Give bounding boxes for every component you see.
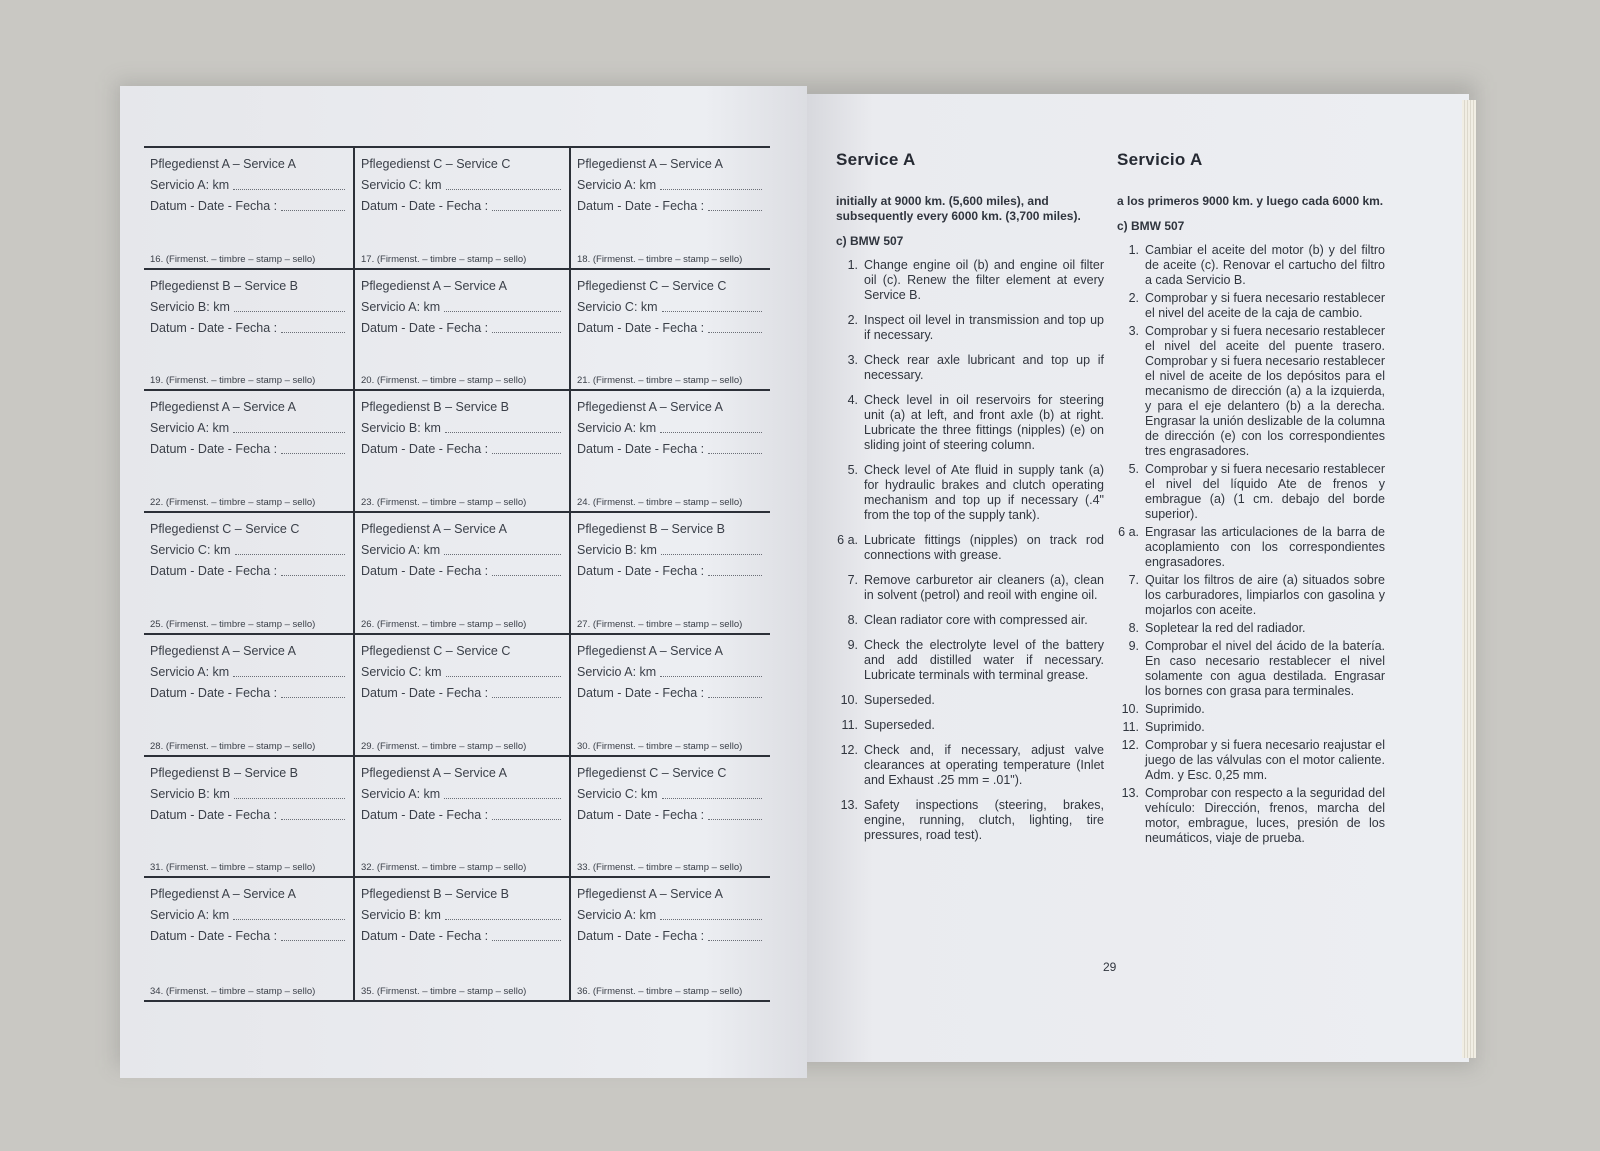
service-log-cell — [355, 391, 571, 513]
service-log-cell — [571, 270, 770, 392]
left-page-service-log — [120, 86, 807, 1078]
english-items — [836, 258, 1104, 843]
list-item — [836, 463, 1104, 523]
cell-date-line: Datum - Date - Fecha : — [361, 926, 563, 947]
list-item — [1117, 462, 1385, 522]
item-number: 1. — [1128, 243, 1139, 257]
item-number: 3. — [847, 353, 858, 367]
cell-stamp-label: 22. (Firmenst. – timbre – stamp – sello) — [150, 497, 316, 509]
item-number: 5. — [847, 463, 858, 477]
cell-title: Pflegedienst A – Service A — [577, 887, 723, 902]
cell-km-line: Servicio A: km — [150, 662, 347, 683]
cell-date-line: Datum - Date - Fecha : — [361, 561, 563, 582]
cell-stamp-label: 19. (Firmenst. – timbre – stamp – sello) — [150, 375, 316, 387]
item-number: 10. — [840, 693, 858, 707]
cell-title: Pflegedienst A – Service A — [361, 522, 507, 537]
service-log-cell — [355, 148, 571, 270]
cell-date-line: Datum - Date - Fecha : — [577, 805, 764, 826]
cell-stamp-label: 36. (Firmenst. – timbre – stamp – sello) — [577, 986, 743, 997]
item-text: Comprobar el nivel del ácido de la batería. En caso necesario restablecer el nivel solamente con agua destilada. Engrasar los bornes con grasa para terminales. — [1145, 639, 1385, 698]
page-edges — [1462, 100, 1476, 1058]
item-text: Comprobar y si fuera necesario restablecer el nivel del aceite del puente trasero. Comprobar y si fuera necesario restablecer el nivel de aceite de los depósitos para el mecanismo de dirección (a) a la izquierda, y para el eje delantero (b) a la derecha. Engrasar la unión deslizable de la columna de dirección (e) con los correspondientes tres engrasadores. — [1145, 324, 1385, 458]
spanish-model: c) BMW 507 — [1117, 219, 1185, 233]
item-text: Sopletear la red del radiador. — [1145, 621, 1306, 635]
cell-km-line: Servicio C: km — [361, 662, 563, 683]
item-text: Clean radiator core with compressed air. — [864, 613, 1088, 627]
item-text: Remove carburetor air cleaners (a), clean in solvent (petrol) and reoil with engine oil. — [864, 573, 1104, 602]
cell-km-line: Servicio C: km — [577, 784, 764, 805]
cell-km-line: Servicio A: km — [150, 175, 347, 196]
cell-km-line: Servicio C: km — [577, 297, 764, 318]
item-number: 11. — [841, 718, 858, 732]
cell-date-line: Datum - Date - Fecha : — [361, 196, 563, 217]
list-item — [1117, 720, 1385, 735]
cell-stamp-label: 23. (Firmenst. – timbre – stamp – sello) — [361, 497, 527, 509]
service-log-cell — [355, 513, 571, 635]
item-text: Comprobar y si fuera necesario reajustar el juego de las válvulas con el motor caliente. Adm. y Esc. 0,25 mm. — [1145, 738, 1385, 782]
cell-date-line: Datum - Date - Fecha : — [150, 926, 347, 947]
item-text: Check level in oil reservoirs for steering unit (a) at left, and front axle (b) at right. Lubricate the three fittings (nipples) (e) on sliding joint of steering column. — [864, 393, 1104, 452]
service-log-grid — [144, 146, 770, 1002]
service-log-cell — [571, 878, 770, 1000]
cell-stamp-label: 26. (Firmenst. – timbre – stamp – sello) — [361, 618, 527, 630]
spanish-items — [1117, 243, 1385, 846]
service-log-cell — [355, 270, 571, 392]
item-number: 13. — [1121, 786, 1139, 800]
service-log-cell — [144, 270, 355, 392]
item-number: 7. — [847, 573, 858, 587]
cell-date-line: Datum - Date - Fecha : — [577, 683, 764, 704]
cell-date-line: Datum - Date - Fecha : — [150, 683, 347, 704]
item-text: Suprimido. — [1145, 702, 1205, 716]
service-log-cell — [571, 148, 770, 270]
item-number: 4. — [847, 393, 858, 407]
item-number: 9. — [847, 638, 858, 652]
cell-date-line: Datum - Date - Fecha : — [150, 561, 347, 582]
item-number: 3. — [1128, 324, 1139, 338]
item-number: 2. — [847, 313, 858, 327]
list-item — [836, 533, 1104, 563]
list-item — [836, 353, 1104, 383]
cell-date-line: Datum - Date - Fecha : — [150, 805, 347, 826]
cell-km-line: Servicio A: km — [150, 418, 347, 439]
cell-km-line: Servicio A: km — [577, 662, 764, 683]
list-item — [836, 693, 1104, 708]
cell-title: Pflegedienst B – Service B — [361, 400, 509, 415]
cell-km-line: Servicio C: km — [361, 175, 563, 196]
service-log-cell — [571, 391, 770, 513]
cell-date-line: Datum - Date - Fecha : — [150, 196, 347, 217]
item-text: Comprobar con respecto a la seguridad del vehículo: Dirección, frenos, marcha del motor, embrague, luces, presión de los neumáticos, viaje de prueba. — [1145, 786, 1385, 845]
list-item — [836, 613, 1104, 628]
english-intro: initially at 9000 km. (5,600 miles), and subsequently every 6000 km. (3,700 miles). — [836, 194, 1081, 223]
right-page-service-a — [807, 94, 1469, 1062]
cell-date-line: Datum - Date - Fecha : — [577, 318, 764, 339]
service-log-cell — [355, 878, 571, 1000]
item-text: Check level of Ate fluid in supply tank (a) for hydraulic brakes and clutch operating mechanism and top up if necessary (.4" from the top of the supply tank). — [864, 463, 1104, 522]
cell-km-line: Servicio C: km — [150, 540, 347, 561]
cell-title: Pflegedienst A – Service A — [150, 157, 296, 171]
item-number: 1. — [847, 258, 858, 272]
cell-stamp-label: 18. (Firmenst. – timbre – stamp – sello) — [577, 253, 743, 265]
cell-title: Pflegedienst A – Service A — [361, 278, 507, 293]
cell-stamp-label: 34. (Firmenst. – timbre – stamp – sello) — [150, 986, 316, 997]
cell-title: Pflegedienst A – Service A — [577, 157, 723, 171]
cell-km-line: Servicio B: km — [361, 905, 563, 926]
item-number: 6 a. — [837, 533, 858, 547]
item-text: Check the electrolyte level of the battery and add distilled water if necessary. Lubricate terminals with terminal grease. — [864, 638, 1104, 682]
cell-title: Pflegedienst A – Service A — [150, 643, 296, 658]
item-number: 13. — [840, 798, 858, 812]
list-item — [1117, 786, 1385, 846]
list-item — [1117, 243, 1385, 288]
cell-date-line: Datum - Date - Fecha : — [150, 318, 347, 339]
item-text: Comprobar y si fuera necesario restablecer el nivel del aceite de la caja de cambio. — [1145, 291, 1385, 320]
item-text: Quitar los filtros de aire (a) situados sobre los carburadores, limpiarlos con gasolina y mojarlos con aceite. — [1145, 573, 1385, 617]
cell-title: Pflegedienst A – Service A — [150, 887, 296, 902]
english-model: c) BMW 507 — [836, 234, 904, 248]
item-number: 12. — [840, 743, 858, 757]
cell-stamp-label: 17. (Firmenst. – timbre – stamp – sello) — [361, 253, 527, 265]
cell-date-line: Datum - Date - Fecha : — [577, 561, 764, 582]
cell-stamp-label: 33. (Firmenst. – timbre – stamp – sello) — [577, 862, 743, 874]
item-text: Engrasar las articulaciones de la barra de acoplamiento con los correspondientes engrasadores. — [1145, 525, 1385, 569]
cell-km-line: Servicio A: km — [361, 297, 563, 318]
item-text: Check rear axle lubricant and top up if necessary. — [864, 353, 1104, 382]
cell-title: Pflegedienst B – Service B — [150, 765, 298, 780]
service-log-cell — [571, 513, 770, 635]
cell-date-line: Datum - Date - Fecha : — [577, 196, 764, 217]
english-column — [836, 150, 1104, 853]
list-item — [1117, 702, 1385, 717]
item-number: 2. — [1128, 291, 1139, 305]
item-number: 8. — [1128, 621, 1139, 635]
item-text: Comprobar y si fuera necesario restablecer el nivel del líquido Ate de frenos y embrague (a) (1 cm. debajo del borde superior). — [1145, 462, 1385, 521]
cell-stamp-label: 25. (Firmenst. – timbre – stamp – sello) — [150, 618, 316, 630]
service-log-cell — [355, 757, 571, 879]
service-log-cell — [144, 148, 355, 270]
list-item — [836, 638, 1104, 683]
item-text: Superseded. — [864, 718, 935, 732]
list-item — [836, 798, 1104, 843]
item-number: 12. — [1121, 738, 1139, 752]
item-number: 9. — [1128, 639, 1139, 653]
list-item — [1117, 738, 1385, 783]
cell-title: Pflegedienst C – Service C — [577, 765, 727, 780]
cell-km-line: Servicio A: km — [361, 784, 563, 805]
item-text: Check and, if necessary, adjust valve clearances at operating temperature (Inlet and Exhaust .25 mm = .01"). — [864, 743, 1104, 787]
service-log-cell — [355, 635, 571, 757]
cell-km-line: Servicio A: km — [150, 905, 347, 926]
service-log-cell — [144, 757, 355, 879]
item-number: 7. — [1128, 573, 1139, 587]
cell-km-line: Servicio A: km — [361, 540, 563, 561]
service-log-cell — [144, 391, 355, 513]
cell-km-line: Servicio B: km — [577, 540, 764, 561]
service-log-cell — [144, 513, 355, 635]
cell-km-line: Servicio A: km — [577, 418, 764, 439]
cell-stamp-label: 31. (Firmenst. – timbre – stamp – sello) — [150, 862, 316, 874]
spanish-title: Servicio A — [1117, 150, 1203, 169]
list-item — [836, 258, 1104, 303]
cell-stamp-label: 28. (Firmenst. – timbre – stamp – sello) — [150, 740, 316, 752]
cell-date-line: Datum - Date - Fecha : — [361, 683, 563, 704]
cell-title: Pflegedienst A – Service A — [150, 400, 296, 415]
list-item — [836, 393, 1104, 453]
page-number: 29 — [1103, 960, 1117, 974]
item-number: 8. — [847, 613, 858, 627]
cell-km-line: Servicio A: km — [577, 175, 764, 196]
list-item — [1117, 525, 1385, 570]
cell-stamp-label: 16. (Firmenst. – timbre – stamp – sello) — [150, 253, 316, 265]
cell-title: Pflegedienst A – Service A — [577, 643, 723, 658]
cell-stamp-label: 21. (Firmenst. – timbre – stamp – sello) — [577, 375, 743, 387]
item-text: Inspect oil level in transmission and top up if necessary. — [864, 313, 1104, 342]
cell-date-line: Datum - Date - Fecha : — [577, 926, 764, 947]
cell-title: Pflegedienst B – Service B — [361, 887, 509, 902]
service-log-cell — [571, 757, 770, 879]
list-item — [836, 313, 1104, 343]
spanish-intro: a los primeros 9000 km. y luego cada 6000 km. — [1117, 194, 1384, 208]
item-text: Change engine oil (b) and engine oil filter oil (c). Renew the filter element at every Service B. — [864, 258, 1104, 302]
item-text: Lubricate fittings (nipples) on track rod connections with grease. — [864, 533, 1104, 562]
service-log-cell — [144, 635, 355, 757]
list-item — [836, 743, 1104, 788]
cell-date-line: Datum - Date - Fecha : — [577, 439, 764, 460]
cell-km-line: Servicio A: km — [577, 905, 764, 926]
list-item — [836, 718, 1104, 733]
cell-title: Pflegedienst A – Service A — [361, 765, 507, 780]
cell-stamp-label: 32. (Firmenst. – timbre – stamp – sello) — [361, 862, 527, 874]
item-number: 5. — [1128, 462, 1139, 476]
item-number: 11. — [1122, 720, 1139, 734]
cell-title: Pflegedienst B – Service B — [577, 522, 725, 537]
list-item — [1117, 639, 1385, 699]
cell-stamp-label: 24. (Firmenst. – timbre – stamp – sello) — [577, 497, 743, 509]
cell-date-line: Datum - Date - Fecha : — [361, 805, 563, 826]
list-item — [1117, 291, 1385, 321]
cell-stamp-label: 29. (Firmenst. – timbre – stamp – sello) — [361, 740, 527, 752]
item-text: Safety inspections (steering, brakes, engine, running, clutch, lighting, tire pressures, road test). — [864, 798, 1104, 842]
cell-date-line: Datum - Date - Fecha : — [150, 439, 347, 460]
spanish-column — [1117, 150, 1385, 849]
cell-stamp-label: 27. (Firmenst. – timbre – stamp – sello) — [577, 618, 743, 630]
cell-km-line: Servicio B: km — [150, 784, 347, 805]
service-log-cell — [144, 878, 355, 1000]
item-number: 6 a. — [1118, 525, 1139, 539]
service-log-cell — [571, 635, 770, 757]
list-item — [836, 573, 1104, 603]
cell-title: Pflegedienst A – Service A — [577, 400, 723, 415]
cell-stamp-label: 35. (Firmenst. – timbre – stamp – sello) — [361, 986, 527, 997]
cell-km-line: Servicio B: km — [361, 418, 563, 439]
cell-title: Pflegedienst C – Service C — [577, 278, 727, 293]
item-text: Superseded. — [864, 693, 935, 707]
cell-stamp-label: 20. (Firmenst. – timbre – stamp – sello) — [361, 375, 527, 387]
item-number: 10. — [1121, 702, 1139, 716]
cell-date-line: Datum - Date - Fecha : — [361, 318, 563, 339]
cell-date-line: Datum - Date - Fecha : — [361, 439, 563, 460]
list-item — [1117, 573, 1385, 618]
cell-title: Pflegedienst C – Service C — [361, 157, 511, 171]
cell-title: Pflegedienst B – Service B — [150, 278, 298, 293]
cell-km-line: Servicio B: km — [150, 297, 347, 318]
item-text: Suprimido. — [1145, 720, 1205, 734]
cell-stamp-label: 30. (Firmenst. – timbre – stamp – sello) — [577, 740, 743, 752]
list-item — [1117, 324, 1385, 459]
item-text: Cambiar el aceite del motor (b) y del filtro de aceite (c). Renovar el cartucho del filtro a cada Servicio B. — [1145, 243, 1385, 287]
english-title: Service A — [836, 150, 916, 169]
cell-title: Pflegedienst C – Service C — [150, 522, 300, 537]
list-item — [1117, 621, 1385, 636]
cell-title: Pflegedienst C – Service C — [361, 643, 511, 658]
